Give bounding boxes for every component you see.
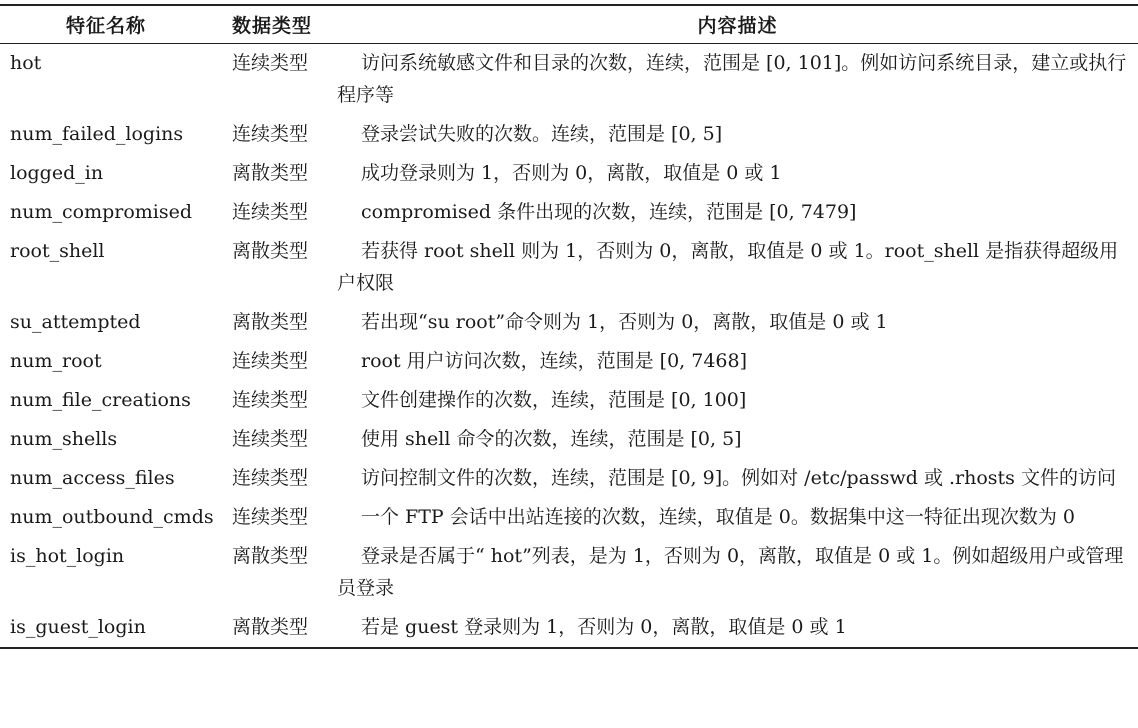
feature-type: 离散类型 — [232, 545, 309, 567]
feature-name: num_root — [10, 350, 102, 372]
feature-name: num_file_creations — [10, 389, 191, 411]
table-row — [0, 381, 1138, 420]
feature-type: 连续类型 — [232, 506, 309, 528]
feature-description: 若是 guest 登录则为 1，否则为 0，离散，取值是 0 或 1 — [361, 616, 847, 638]
feature-description: 登录尝试失败的次数。连续，范围是 [0, 5] — [361, 123, 723, 145]
feature-type: 连续类型 — [232, 428, 309, 450]
feature-name: num_shells — [10, 428, 118, 450]
header-description: 内容描述 — [337, 5, 1138, 44]
table-body — [0, 44, 1138, 649]
feature-type: 连续类型 — [232, 201, 309, 223]
feature-type: 离散类型 — [232, 311, 309, 333]
table-row — [0, 303, 1138, 342]
feature-description: 若出现“su root”命令则为 1，否则为 0，离散，取值是 0 或 1 — [361, 311, 888, 333]
feature-description: compromised 条件出现的次数，连续，范围是 [0, 7479] — [361, 201, 857, 223]
feature-name: num_compromised — [10, 201, 193, 223]
feature-name: hot — [10, 52, 42, 74]
table-row — [0, 498, 1138, 537]
feature-description: 访问控制文件的次数，连续，范围是 [0, 9]。例如对 /etc/passwd 或 .rhosts 文件的访问 — [361, 467, 1116, 489]
feature-type: 连续类型 — [232, 52, 309, 74]
table-row — [0, 44, 1138, 116]
feature-name: num_access_files — [10, 467, 175, 489]
feature-name: is_hot_login — [10, 545, 125, 567]
table-row — [0, 342, 1138, 381]
feature-description: 登录是否属于“ hot”列表，是为 1，否则为 0，离散，取值是 0 或 1。例如超级用户或管理员登录 — [337, 545, 1124, 599]
feature-type: 离散类型 — [232, 162, 309, 184]
feature-type: 连续类型 — [232, 467, 309, 489]
feature-type: 离散类型 — [232, 240, 309, 262]
feature-description: root 用户访问次数，连续，范围是 [0, 7468] — [361, 350, 748, 372]
feature-description: 若获得 root shell 则为 1，否则为 0，离散，取值是 0 或 1。root_shell 是指获得超级用户权限 — [337, 240, 1119, 294]
table-row — [0, 193, 1138, 232]
feature-table — [0, 4, 1138, 649]
feature-name: is_guest_login — [10, 616, 146, 638]
feature-type: 连续类型 — [232, 389, 309, 411]
header-feature-name: 特征名称 — [0, 5, 232, 44]
table-row — [0, 608, 1138, 648]
feature-description: 文件创建操作的次数，连续，范围是 [0, 100] — [361, 389, 747, 411]
header-data-type: 数据类型 — [232, 5, 337, 44]
feature-description: 使用 shell 命令的次数，连续，范围是 [0, 5] — [361, 428, 742, 450]
feature-name: logged_in — [10, 162, 104, 184]
table-header — [0, 5, 1138, 44]
table-row — [0, 420, 1138, 459]
feature-description: 一个 FTP 会话中出站连接的次数，连续，取值是 0。数据集中这一特征出现次数为 0 — [361, 506, 1075, 528]
feature-name: su_attempted — [10, 311, 141, 333]
feature-type: 连续类型 — [232, 350, 309, 372]
table-row — [0, 232, 1138, 303]
feature-name: num_failed_logins — [10, 123, 184, 145]
feature-name: root_shell — [10, 240, 105, 262]
table-row — [0, 537, 1138, 608]
feature-type: 连续类型 — [232, 123, 309, 145]
table-row — [0, 154, 1138, 193]
feature-name: num_outbound_cmds — [10, 506, 214, 528]
feature-type: 离散类型 — [232, 616, 309, 638]
feature-description: 访问系统敏感文件和目录的次数，连续，范围是 [0, 101]。例如访问系统目录，建立或执行程序等 — [337, 52, 1127, 106]
table-row — [0, 459, 1138, 498]
table-row — [0, 115, 1138, 154]
feature-description: 成功登录则为 1，否则为 0，离散，取值是 0 或 1 — [361, 162, 782, 184]
header-row — [0, 5, 1138, 44]
